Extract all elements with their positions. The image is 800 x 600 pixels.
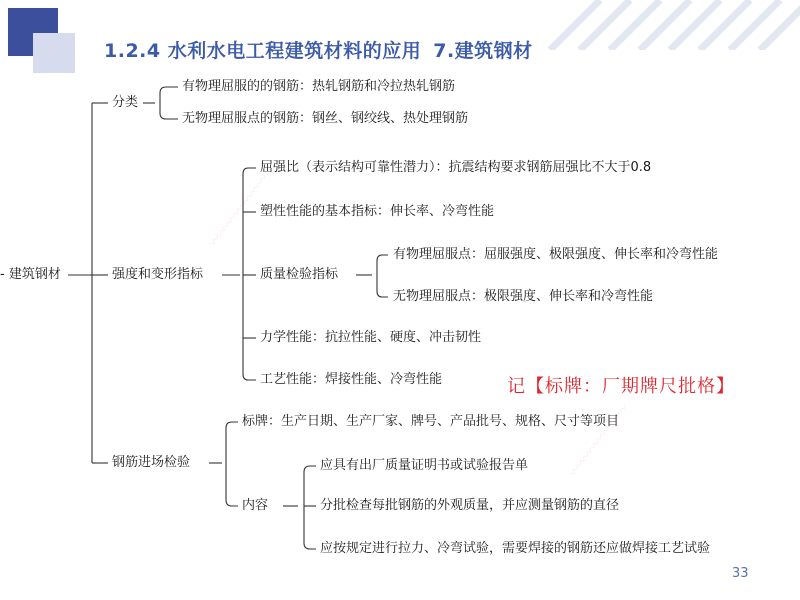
strength-mechanical: 力学性能：抗拉性能、硬度、冲击韧性 xyxy=(260,330,482,345)
node-quality: 质量检验指标 xyxy=(260,267,339,282)
content-item-3: 应按规定进行拉力、冷弯试验，需要焊接的钢筋还应做焊接工艺试验 xyxy=(320,541,711,556)
watermark-2: 〰〰〰〰〰〰〰〰 xyxy=(566,401,631,480)
strength-process: 工艺性能：焊接性能、冷弯性能 xyxy=(260,372,443,387)
classification-item-1: 有物理屈服的的钢筋：热轧钢筋和冷拉热轧钢筋 xyxy=(182,79,456,94)
classification-item-2: 无物理屈服点的钢筋：钢丝、钢绞线、热处理钢筋 xyxy=(182,111,469,126)
node-classification: 分类 xyxy=(112,95,139,110)
node-inspection: 钢筋进场检验 xyxy=(112,455,191,470)
watermark-1: 〰〰〰〰〰〰〰〰 xyxy=(206,171,271,250)
strength-yield-ratio: 屈强比（表示结构可靠性潜力）：抗震结构要求钢筋屈强比不大于0.8 xyxy=(260,160,652,175)
inspection-tag: 标牌：生产日期、生产厂家、牌号、产品批号、规格、尺寸等项目 xyxy=(242,414,620,429)
root-label: 建筑钢材 xyxy=(8,267,61,282)
title-sub: 7.建筑钢材 xyxy=(433,40,533,62)
node-strength: 强度和变形指标 xyxy=(112,267,204,282)
memo-note: 记【标牌：厂期牌尺批格】 xyxy=(507,376,735,397)
title-main: 1.2.4 水利水电工程建筑材料的应用 xyxy=(104,40,422,62)
content-item-2: 分批检查每批钢筋的外观质量，并应测量钢筋的直径 xyxy=(320,498,620,513)
strength-plasticity: 塑性性能的基本指标：伸长率、冷弯性能 xyxy=(260,204,495,219)
tree-root xyxy=(0,267,61,283)
node-content: 内容 xyxy=(242,498,269,513)
root-dash: - xyxy=(0,267,9,282)
page-number: 33 xyxy=(732,566,749,581)
quality-item-1: 有物理屈服点：屈服强度、极限强度、伸长率和冷弯性能 xyxy=(393,247,719,262)
content-item-1: 应具有出厂质量证明书或试验报告单 xyxy=(320,458,529,473)
quality-item-2: 无物理屈服点：极限强度、伸长率和冷弯性能 xyxy=(393,289,654,304)
